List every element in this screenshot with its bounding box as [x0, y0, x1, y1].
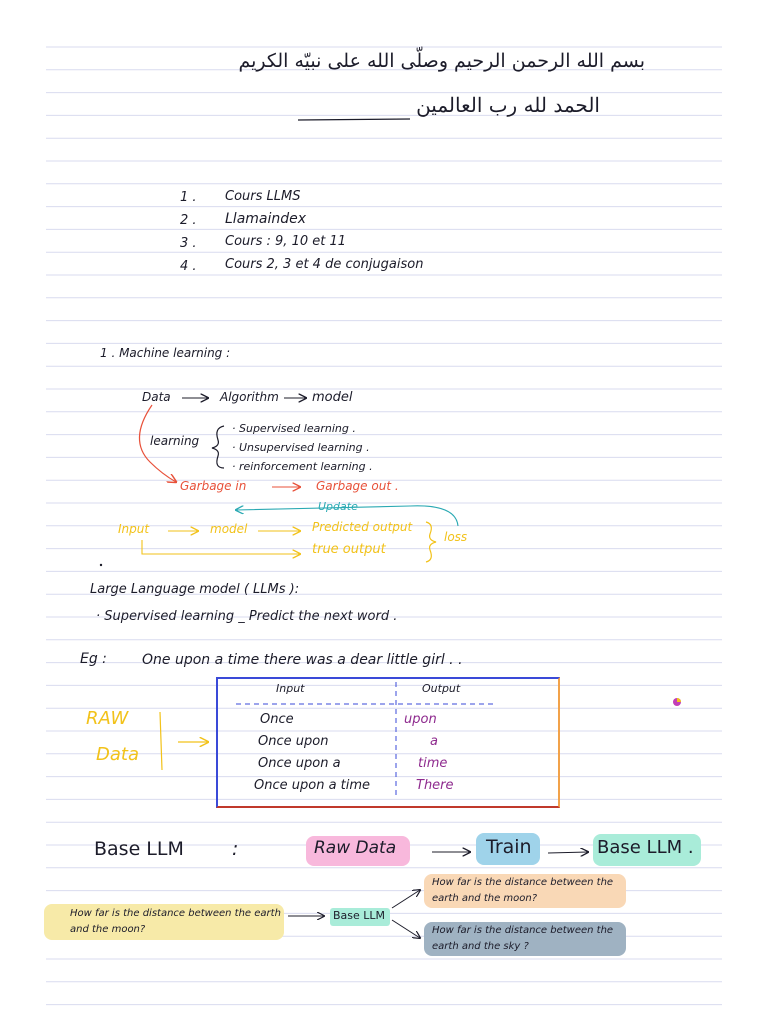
loop-input: Input: [118, 522, 150, 536]
loop-true-output: true output: [312, 542, 386, 557]
table-cell-output: time: [418, 756, 448, 771]
arrow-true-output: [142, 540, 300, 554]
flow-model: model: [312, 390, 353, 405]
raw-data-label: RAW: [86, 708, 129, 729]
learning-type: · Unsupervised learning .: [232, 441, 370, 454]
todo-item: Cours 2, 3 et 4 de conjugaison: [225, 257, 424, 272]
stray-dot: [100, 564, 102, 566]
todo-number: 2 .: [180, 213, 197, 228]
raw-data-bracket: [160, 712, 162, 770]
todo-item: Cours LLMS: [225, 189, 301, 204]
color-dot-icon-shade: [677, 698, 681, 702]
learning-type: · Supervised learning .: [232, 422, 356, 435]
todo-number: 4 .: [180, 259, 197, 274]
section-heading-machine-learning: 1 . Machine learning :: [100, 346, 231, 360]
arrow-train-base: [548, 852, 588, 853]
arrow-model-completion-1: [392, 890, 420, 908]
table-header-output: Output: [422, 682, 461, 695]
hamdala-header: الحمد لله رب العالمين: [416, 93, 600, 117]
table-cell-output: a: [430, 734, 438, 749]
example-label: Eg :: [80, 651, 107, 667]
table-cell-output: upon: [404, 712, 437, 727]
todo-item: Cours : 9, 10 et 11: [225, 234, 347, 249]
header-underline: [298, 119, 410, 120]
garbage-out: Garbage out .: [316, 479, 399, 493]
learning-brace: [212, 426, 224, 468]
completion-text-1: How far is the distance between the earth and the moon?: [432, 877, 614, 904]
todo-number: 3 .: [180, 236, 197, 251]
raw-data-box-label: Raw Data: [314, 838, 397, 858]
model-box-label: Base LLM: [333, 909, 386, 922]
raw-data-label: Data: [96, 744, 139, 765]
section-heading-llm: Large Language model ( LLMs ):: [90, 582, 300, 597]
loss-brace: [426, 522, 436, 562]
base-llm-label: Base LLM: [94, 838, 184, 860]
update-label: Update: [318, 500, 358, 513]
garbage-in: Garbage in: [180, 479, 247, 493]
base-llm-box-label: Base LLM .: [597, 837, 694, 858]
table-cell-input: Once upon a: [258, 756, 341, 771]
table-cell-output: There: [416, 778, 454, 793]
arrow-garbage-feedback: [139, 405, 176, 482]
flow-algorithm: Algorithm: [220, 390, 279, 404]
train-box-label: Train: [486, 836, 532, 858]
table-cell-input: Once upon: [258, 734, 329, 749]
basmala-header: بسم الله الرحمن الرحيم وصلّى الله على نبيّه الكريم: [238, 50, 645, 72]
base-llm-colon: :: [232, 838, 239, 860]
loop-loss: loss: [444, 530, 468, 544]
table-cell-input: Once: [260, 712, 294, 727]
example-sentence: One upon a time there was a dear little girl . .: [142, 652, 463, 668]
table-header-input: Input: [276, 682, 305, 695]
todo-item: Llamaindex: [225, 211, 307, 227]
flow-data: Data: [142, 390, 171, 404]
completion-text-2: How far is the distance between the earth and the sky ?: [432, 925, 614, 952]
question-text: How far is the distance between the earth and the moon?: [70, 908, 281, 935]
loop-predicted-output: Predicted output: [312, 520, 413, 534]
table-cell-input: Once upon a time: [254, 778, 371, 793]
todo-number: 1 .: [180, 190, 197, 205]
loop-model: model: [210, 522, 248, 536]
learning-type: · reinforcement learning .: [232, 460, 373, 473]
llm-bullet: · Supervised learning _ Predict the next word .: [96, 609, 398, 624]
arrow-model-completion-2: [392, 920, 420, 938]
arrow-update: [236, 506, 458, 526]
learning-label: learning: [150, 434, 200, 448]
